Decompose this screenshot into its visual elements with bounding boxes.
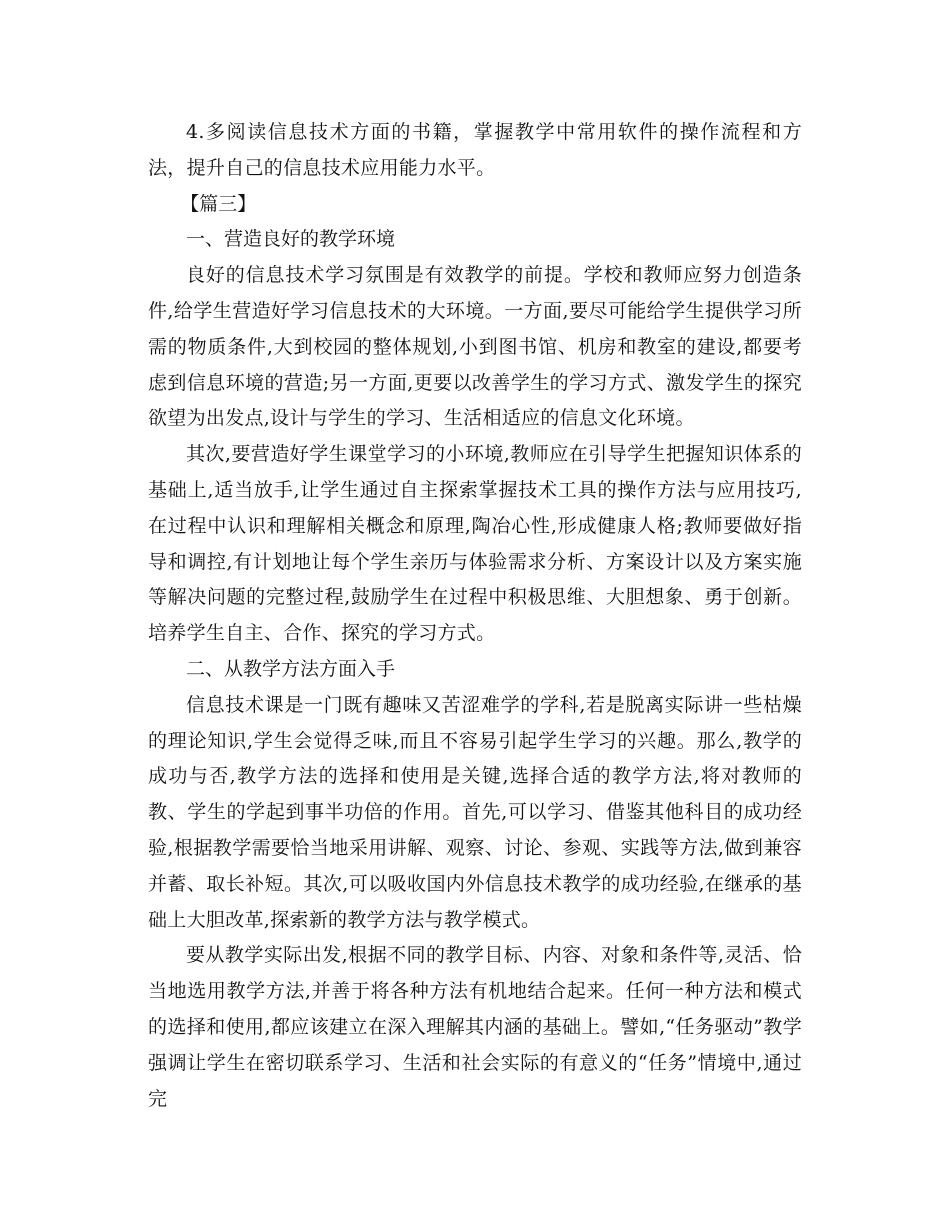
paragraph-study-tips: 4.多阅读信息技术方面的书籍，掌握教学中常用软件的操作流程和方法，提升自己的信息技术应用能力水平。 [148, 121, 802, 179]
document-body [148, 115, 802, 1117]
section-marker: 【篇三】 [180, 192, 257, 215]
paragraph-classroom: 其次,要营造好学生课堂学习的小环境,教师应在引导学生把握知识体系的基础上,适当放手,让学生通过自主探索掌握技术工具的操作方法与应用技巧,在过程中认识和理解相关概念和原理,陶冶心性,形成健康人格;教师要做好指导和调控,有计划地让每个学生亲历与体验需求分析、方案设计以及方案实施等解决问题的完整过程,鼓励学生在过程中积极思维、大胆想象、勇于创新。培养学生自主、合作、探究的学习方式。 [148, 443, 802, 645]
section-heading-environment: 一、营造良好的教学环境 [186, 228, 396, 251]
paragraph-methods: 信息技术课是一门既有趣味又苦涩难学的学科,若是脱离实际讲一些枯燥的理论知识,学生会觉得乏味,而且不容易引起学生学习的兴趣。那么,教学的成功与否,教学方法的选择和使用是关键,选择合适的教学方法,将对教师的教、学生的学起到事半功倍的作用。首先,可以学习、借鉴其他科目的成功经验,根据教学需要恰当地采用讲解、观察、讨论、参观、实践等方法,做到兼容并蓄、取长补短。其次,可以吸收国内外信息技术教学的成功经验,在继承的基础上大胆改革,探索新的教学方法与教学模式。 [148, 693, 802, 931]
paragraph-practice: 要从教学实际出发,根据不同的教学目标、内容、对象和条件等,灵活、恰当地选用教学方法,并善于将各种方法有机地结合起来。任何一种方法和模式的选择和使用,都应该建立在深入理解其内涵的基础上。譬如,“任务驱动”教学强调让学生在密切联系学习、生活和社会实际的有意义的“任务”情境中,通过完 [148, 944, 802, 1110]
section-heading-methods: 二、从教学方法方面入手 [186, 657, 396, 680]
paragraph-environment: 良好的信息技术学习氛围是有效教学的前提。学校和教师应努力创造条件,给学生营造好学习信息技术的大环境。一方面,要尽可能给学生提供学习所需的物质条件,大到校园的整体规划,小到图书馆、机房和教室的建设,都要考虑到信息环境的营造;另一方面,更要以改善学生的学习方式、激发学生的探究欲望为出发点,设计与学生的学习、生活相适应的信息文化环境。 [148, 264, 802, 430]
